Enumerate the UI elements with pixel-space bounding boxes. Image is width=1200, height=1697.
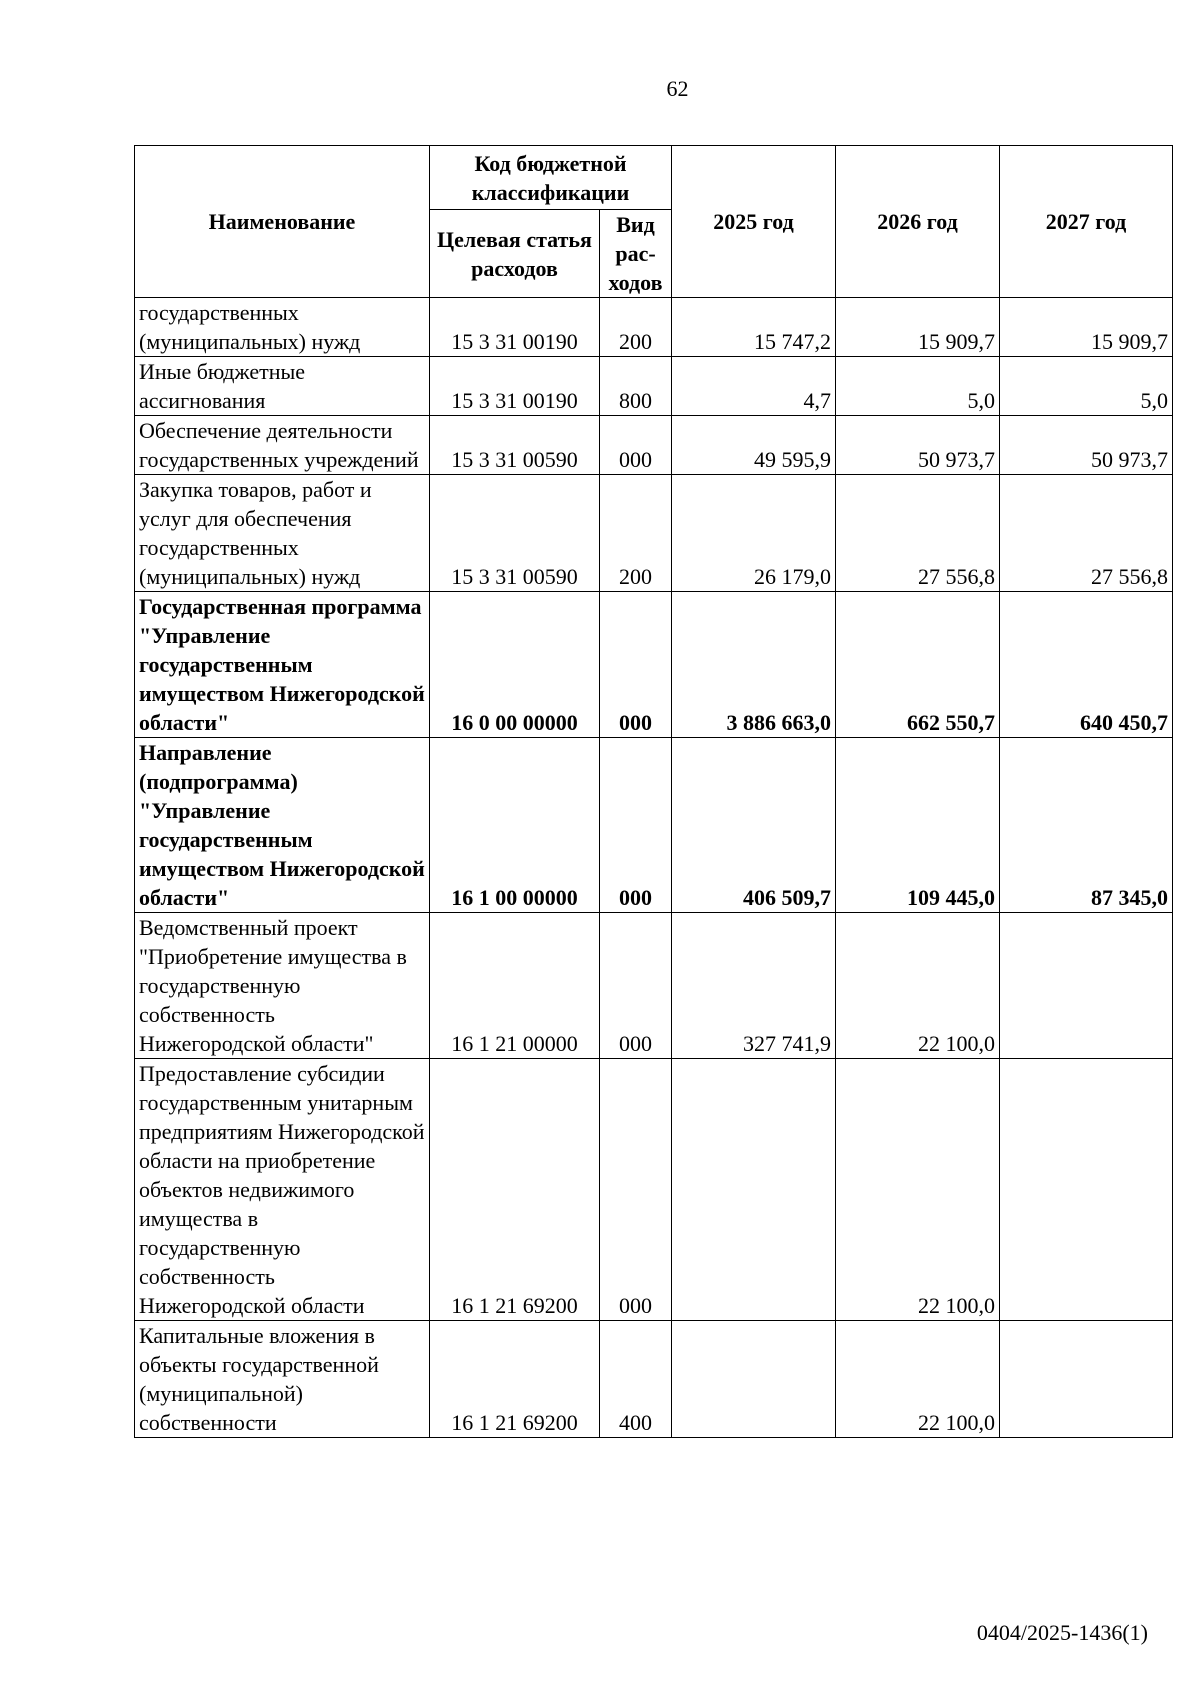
document-code: 0404/2025-1436(1)	[976, 1620, 1148, 1645]
row-value-2025: 15 747,2	[672, 298, 836, 357]
row-value-2027	[1000, 1059, 1173, 1321]
table-row	[135, 298, 1173, 357]
table-row	[135, 416, 1173, 475]
row-name: Ведомственный проект "Приобретение имущества в государственную собственность Нижегородской области"	[135, 913, 430, 1059]
header-code-group: Код бюджетной классификации	[430, 146, 672, 210]
row-value-2025: 49 595,9	[672, 416, 836, 475]
table-row	[135, 738, 1173, 913]
header-2025: 2025 год	[672, 146, 836, 298]
row-target-code: 15 3 31 00190	[430, 298, 600, 357]
row-value-2026: 50 973,7	[836, 416, 1000, 475]
row-name: Направление (подпрограмма) "Управление государственным имуществом Нижегородской области"	[135, 738, 430, 913]
row-value-2026: 109 445,0	[836, 738, 1000, 913]
row-value-2027: 15 909,7	[1000, 298, 1173, 357]
row-value-2027	[1000, 1321, 1173, 1438]
header-target-article: Целевая статья расходов	[430, 210, 600, 298]
row-value-2025	[672, 1059, 836, 1321]
row-value-2025: 3 886 663,0	[672, 592, 836, 738]
row-target-code: 16 1 21 69200	[430, 1059, 600, 1321]
table-row	[135, 1321, 1173, 1438]
row-name: Предоставление субсидии государственным унитарным предприятиям Нижегородской области на приобретение объектов недвижимого имущества в государственную собственность Нижегородской области	[135, 1059, 430, 1321]
row-expense-kind: 000	[600, 416, 672, 475]
row-name: государственных (муниципальных) нужд	[135, 298, 430, 357]
row-name: Обеспечение деятельности государственных учреждений	[135, 416, 430, 475]
row-value-2026: 22 100,0	[836, 913, 1000, 1059]
row-value-2026: 662 550,7	[836, 592, 1000, 738]
budget-table	[134, 145, 1173, 1438]
header-expense-kind: Вид рас-ходов	[600, 210, 672, 298]
row-expense-kind: 000	[600, 738, 672, 913]
row-name: Капитальные вложения в объекты государственной (муниципальной) собственности	[135, 1321, 430, 1438]
row-value-2026: 22 100,0	[836, 1321, 1000, 1438]
row-target-code: 16 1 00 00000	[430, 738, 600, 913]
row-value-2026: 5,0	[836, 357, 1000, 416]
row-expense-kind: 000	[600, 1059, 672, 1321]
table-row	[135, 357, 1173, 416]
row-target-code: 15 3 31 00590	[430, 416, 600, 475]
row-target-code: 16 1 21 69200	[430, 1321, 600, 1438]
row-expense-kind: 200	[600, 298, 672, 357]
row-value-2025: 4,7	[672, 357, 836, 416]
row-value-2027: 87 345,0	[1000, 738, 1173, 913]
table-row	[135, 592, 1173, 738]
row-name: Закупка товаров, работ и услуг для обеспечения государственных (муниципальных) нужд	[135, 475, 430, 592]
header-2026: 2026 год	[836, 146, 1000, 298]
row-target-code: 15 3 31 00590	[430, 475, 600, 592]
table-row	[135, 475, 1173, 592]
row-target-code: 16 0 00 00000	[430, 592, 600, 738]
row-value-2027: 50 973,7	[1000, 416, 1173, 475]
table-row	[135, 913, 1173, 1059]
row-target-code: 15 3 31 00190	[430, 357, 600, 416]
row-value-2025: 26 179,0	[672, 475, 836, 592]
page-number: 62	[666, 76, 689, 101]
row-value-2026: 15 909,7	[836, 298, 1000, 357]
row-value-2025: 327 741,9	[672, 913, 836, 1059]
header-name: Наименование	[135, 146, 430, 298]
row-target-code: 16 1 21 00000	[430, 913, 600, 1059]
row-expense-kind: 800	[600, 357, 672, 416]
row-expense-kind: 400	[600, 1321, 672, 1438]
row-value-2026: 27 556,8	[836, 475, 1000, 592]
row-expense-kind: 000	[600, 592, 672, 738]
row-value-2025: 406 509,7	[672, 738, 836, 913]
row-value-2026: 22 100,0	[836, 1059, 1000, 1321]
row-name: Иные бюджетные ассигнования	[135, 357, 430, 416]
table-row	[135, 1059, 1173, 1321]
header-2027: 2027 год	[1000, 146, 1173, 298]
row-expense-kind: 200	[600, 475, 672, 592]
row-value-2025	[672, 1321, 836, 1438]
row-value-2027	[1000, 913, 1173, 1059]
row-name: Государственная программа "Управление государственным имуществом Нижегородской области"	[135, 592, 430, 738]
row-value-2027: 5,0	[1000, 357, 1173, 416]
row-value-2027: 640 450,7	[1000, 592, 1173, 738]
row-value-2027: 27 556,8	[1000, 475, 1173, 592]
row-expense-kind: 000	[600, 913, 672, 1059]
